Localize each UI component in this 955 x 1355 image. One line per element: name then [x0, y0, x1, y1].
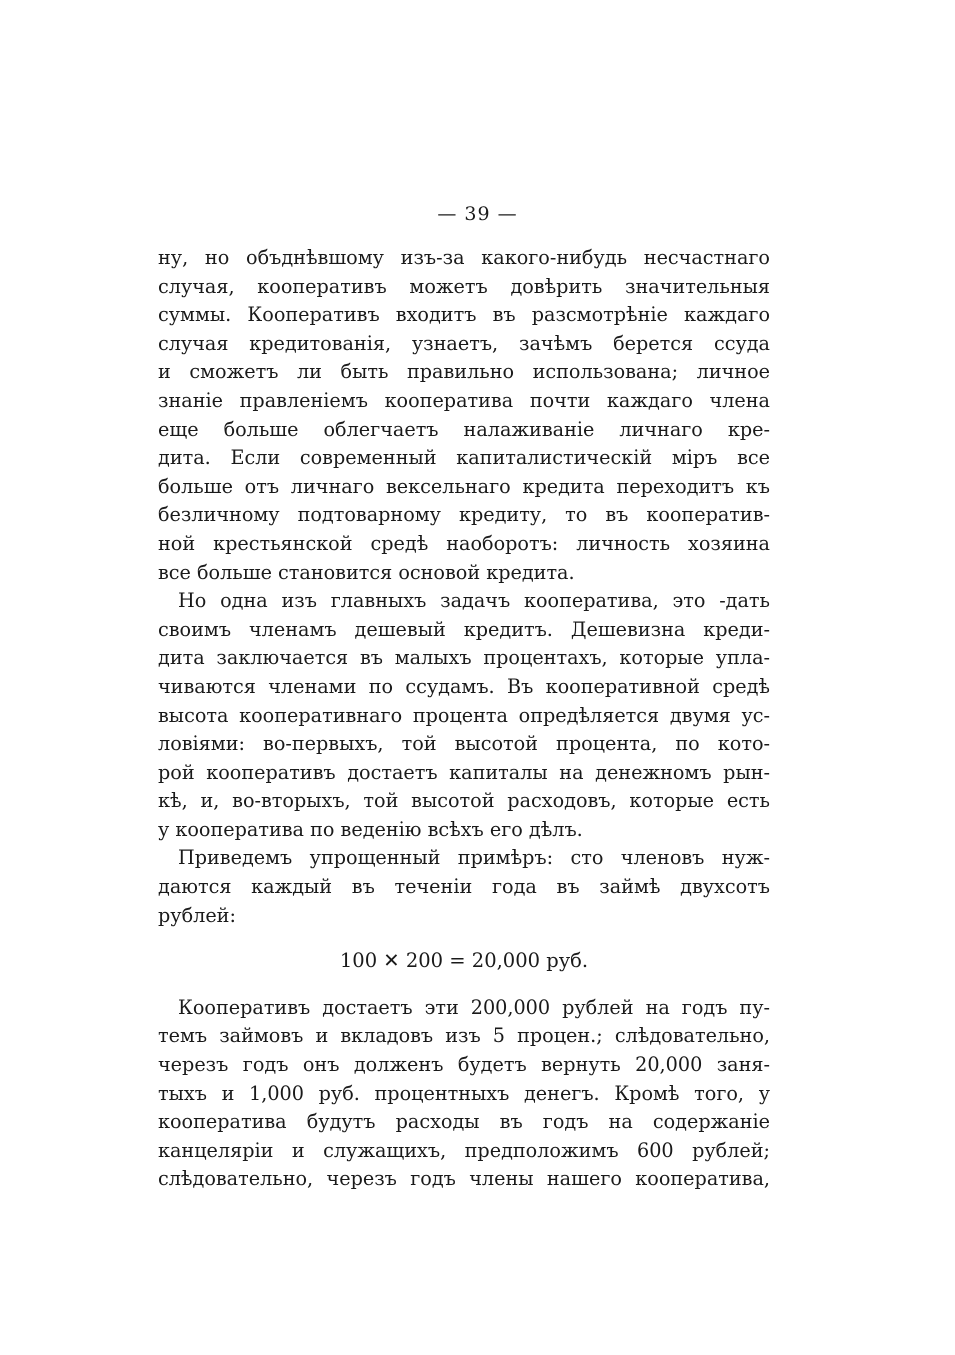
paragraph-2	[158, 587, 770, 844]
text-line: случая, кооперативъ можетъ довѣрить значительныя	[158, 274, 770, 298]
text-line: еще больше облегчаетъ налаживаніе личнаго кре-	[158, 417, 770, 441]
body-text	[158, 244, 770, 1194]
text-line: высота кооперативнаго процента опредѣляется двумя ус-	[158, 703, 770, 727]
text-line: знаніе правленіемъ кооператива почти каждаго члена	[158, 388, 770, 412]
text-line: суммы. Кооперативъ входитъ въ разсмотрѣніе каждаго	[158, 303, 770, 327]
text-line: и сможетъ ли быть правильно использована; личное	[158, 360, 770, 384]
text-line: дита. Если современный капиталистическій міръ все	[158, 446, 770, 470]
paragraph-3	[158, 844, 770, 930]
text-line: у кооператива по веденію всѣхъ его дѣлъ.	[158, 817, 583, 841]
text-line: канцеляріи и служащихъ, предположимъ 600 рублей;	[158, 1138, 770, 1162]
text-line: тыхъ и 1,000 руб. процентныхъ денегъ. Кромѣ того, у	[158, 1081, 770, 1105]
text-line: своимъ членамъ дешевый кредитъ. Дешевизна креди-	[158, 617, 770, 641]
text-line: кооператива будутъ расходы въ годъ на содержаніе	[158, 1110, 770, 1134]
text-line: Приведемъ упрощенный примѣръ: сто членовъ нуж-	[178, 846, 770, 870]
text-line: черезъ годъ онъ долженъ будетъ вернуть 20,000 заня-	[158, 1053, 770, 1077]
text-line: больше отъ личнаго вексельнаго кредита переходитъ къ	[158, 474, 770, 498]
text-line: слѣдовательно, черезъ годъ члены нашего кооператива,	[158, 1167, 770, 1191]
text-line: дита заключается въ малыхъ процентахъ, которые упла-	[158, 646, 770, 670]
text-line: случая кредитованія, узнаетъ, зачѣмъ берется ссуда	[158, 331, 770, 355]
text-line: все больше становится основой кредита.	[158, 560, 575, 584]
text-line: Но одна изъ главныхъ задачъ кооператива, это -дать	[178, 589, 770, 613]
text-line: ну, но объднѣвшому изъ-за какого-нибудь несчастнаго	[158, 246, 770, 269]
text-line: ловіями: во-первыхъ, той высотой процента, по кото-	[158, 732, 770, 756]
text-line: даются каждый въ теченіи года въ займѣ двухсотъ	[158, 875, 770, 899]
paragraph-4	[158, 994, 770, 1194]
paragraph-1	[158, 244, 770, 587]
text-line: рой кооперативъ достаетъ капиталы на денежномъ рын-	[158, 760, 770, 784]
text-line: рублей:	[158, 903, 236, 927]
page-number: — 39 —	[437, 203, 518, 225]
formula: 100 ✕ 200 = 20,000 руб.	[339, 949, 589, 973]
text-line: Кооперативъ достаетъ эти 200,000 рублей на годъ пу-	[178, 995, 770, 1019]
text-line: темъ займовъ и вкладовъ изъ 5 процен.; слѣдовательно,	[158, 1024, 770, 1048]
text-line: кѣ, и, во-вторыхъ, той высотой расходовъ, которые есть	[158, 789, 770, 813]
text-line: чиваются членами по ссудамъ. Въ кооперативной средѣ	[158, 674, 770, 698]
text-line: безличному подтоварному кредиту, то въ кооператив-	[158, 503, 770, 527]
text-line: ной крестьянской средѣ наоборотъ: личность хозяина	[158, 531, 770, 555]
